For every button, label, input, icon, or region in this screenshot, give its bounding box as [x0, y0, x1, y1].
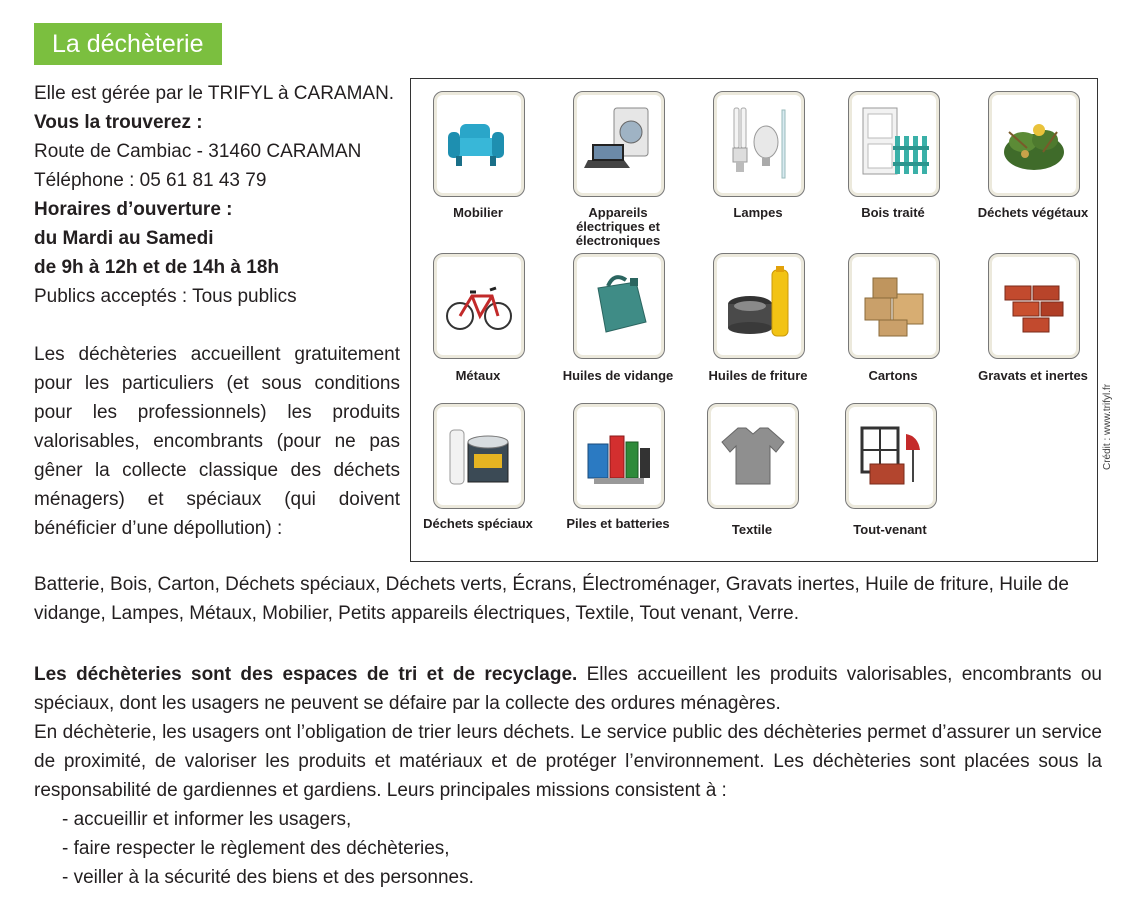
- mixed-waste-icon: [856, 414, 926, 498]
- intro-paragraph: Les déchèteries accueillent gratuitement pour les particuliers (et sous conditions pour les professionnels) les produits valorisables, encombrants (pour ne pas gêner la collecte classique des déchets ménagers) et spéciaux (qui doivent bénéficier d’une dépollution) :: [34, 344, 400, 539]
- label-vegetaux: Déchets végétaux: [977, 205, 1089, 220]
- label-friture: Huiles de friture: [708, 368, 808, 383]
- recycling-lead-rest: Elles accueillent les produits valorisables, encombrants ou spéciaux, dont les usagers ne peuvent se défaire par la collecte des ordures ménagères.: [34, 664, 1102, 714]
- missions-list: [34, 805, 1102, 892]
- tile-piles: [573, 403, 665, 509]
- label-vidange: Huiles de vidange: [562, 368, 674, 383]
- publics-text: Publics acceptés : Tous publics: [34, 286, 297, 307]
- waste-categories-figure: [410, 78, 1098, 562]
- tile-vidange: [573, 253, 665, 359]
- wood-door-icon: [859, 102, 929, 186]
- label-bois: Bois traité: [861, 205, 925, 220]
- tile-gravats: [988, 253, 1080, 359]
- batteries-icon: [584, 414, 654, 498]
- managed-by-text: Elle est gérée par le TRIFYL à CARAMAN.: [34, 83, 395, 104]
- info-block: [34, 79, 406, 311]
- electronics-icon: [584, 102, 654, 186]
- tile-metaux: [433, 253, 525, 359]
- label-cartons: Cartons: [868, 368, 918, 383]
- armchair-icon: [444, 102, 514, 186]
- tile-speciaux: [433, 403, 525, 509]
- accepted-items-list: Batterie, Bois, Carton, Déchets spéciaux, Déchets verts, Écrans, Électroménager, Gravats inertes, Huile de friture, Huile de vidange, Lampes, Métaux, Mobilier, Petits appareils électriques, Textile, Tout venant, Verre.: [34, 574, 1069, 624]
- tile-bois: [848, 91, 940, 197]
- hours-text: de 9h à 12h et de 14h à 18h: [34, 257, 279, 278]
- address-text: Route de Cambiac - 31460 CARAMAN: [34, 141, 362, 162]
- label-metaux: Métaux: [455, 368, 501, 383]
- tile-cartons: [848, 253, 940, 359]
- frying-oil-icon: [724, 264, 794, 348]
- lamp-icon: [724, 102, 794, 186]
- mission-item: - veiller à la sécurité des biens et des personnes.: [62, 863, 1102, 892]
- mission-item: - accueillir et informer les usagers,: [62, 805, 1102, 834]
- days-text: du Mardi au Samedi: [34, 228, 214, 249]
- sorting-paragraph: En déchèterie, les usagers ont l’obligation de trier leurs déchets. Le service public des déchèteries permet d’assurer un service de proximité, de valoriser les produits et matériaux et de protéger l’environnement. Les déchèteries sont placées sous la responsabilité de gardiennes et gardiens. Leurs principales missions consistent à :: [34, 722, 1102, 801]
- label-electronics: Appareils électriques et électroniques: [575, 205, 661, 248]
- recycling-section: [34, 660, 1102, 892]
- recycling-paragraph: [34, 660, 1102, 718]
- tile-friture: [713, 253, 805, 359]
- label-mobilier: Mobilier: [453, 205, 503, 220]
- label-textile: Textile: [731, 522, 773, 537]
- cardboard-icon: [859, 264, 929, 348]
- label-gravats: Gravats et inertes: [978, 368, 1088, 383]
- bricks-icon: [999, 264, 1069, 348]
- find-label: Vous la trouverez :: [34, 112, 203, 133]
- mission-item: - faire respecter le règlement des déchèteries,: [62, 834, 1102, 863]
- section-title: La déchèterie: [34, 23, 222, 65]
- label-lampes: Lampes: [733, 205, 783, 220]
- recycling-lead: Les déchèteries sont des espaces de tri et de recyclage.: [34, 664, 578, 685]
- photo-credit: Crédit : www.trifyl.fr: [1102, 383, 1113, 470]
- tile-vegetaux: [988, 91, 1080, 197]
- bicycle-icon: [444, 264, 514, 348]
- label-speciaux: Déchets spéciaux: [423, 516, 533, 531]
- paint-can-icon: [444, 414, 514, 498]
- label-tout-venant: Tout-venant: [853, 522, 927, 537]
- phone-text: Téléphone : 05 61 81 43 79: [34, 170, 267, 191]
- tshirt-icon: [718, 414, 788, 498]
- tile-mobilier: [433, 91, 525, 197]
- tile-lampes: [713, 91, 805, 197]
- green-waste-icon: [999, 102, 1069, 186]
- oil-can-icon: [584, 264, 654, 348]
- tile-tout-venant: [845, 403, 937, 509]
- label-piles: Piles et batteries: [566, 516, 670, 531]
- hours-label: Horaires d’ouverture :: [34, 199, 233, 220]
- tile-textile: [707, 403, 799, 509]
- tile-electronics: [573, 91, 665, 197]
